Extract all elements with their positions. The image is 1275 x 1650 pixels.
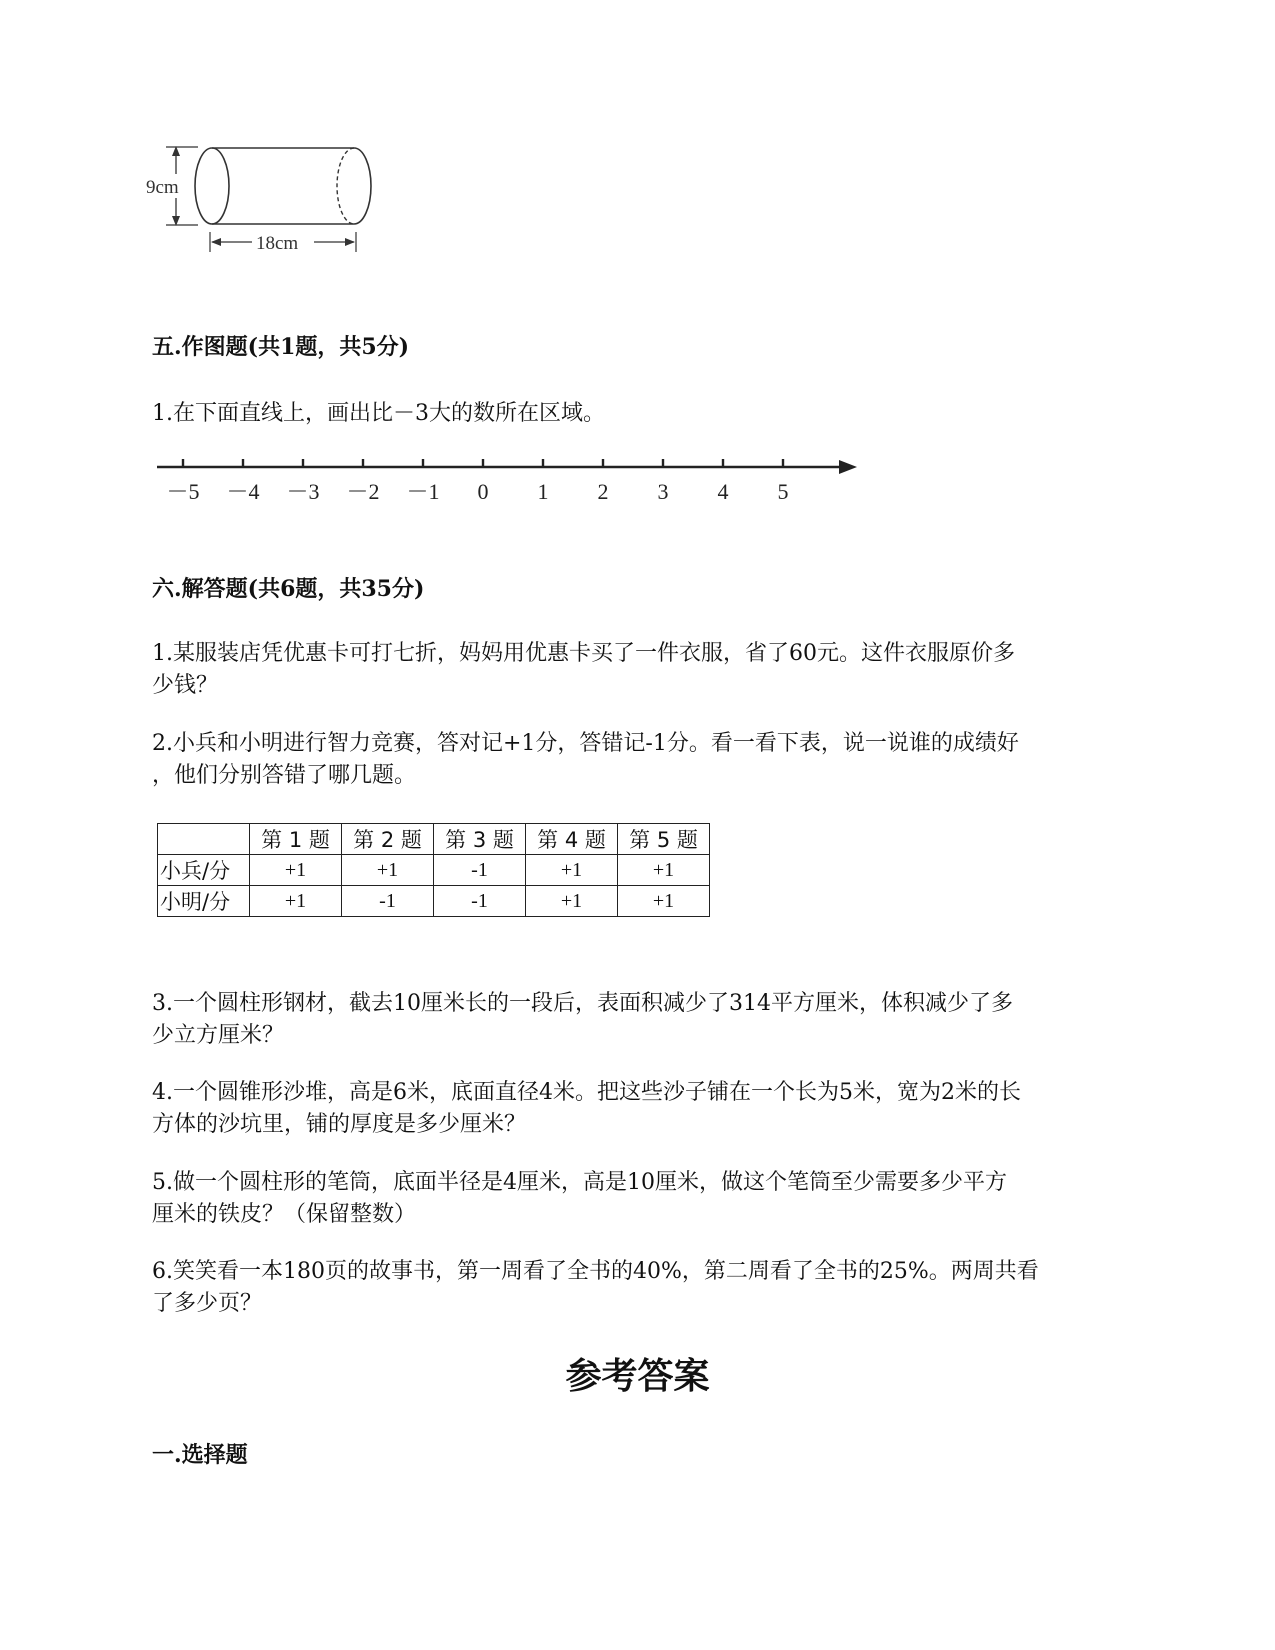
number-line-tick-label: 3: [657, 479, 669, 504]
score-table-row-label: 小明/分: [158, 886, 250, 917]
section6-question-5-line2: 厘米的铁皮？（保留整数）: [152, 1202, 417, 1227]
section6-question-6-line2: 了多少页？: [152, 1291, 263, 1316]
number-line-tick-label: 0: [477, 479, 489, 504]
number-line: [145, 447, 865, 507]
score-table-col: 第 3 题: [434, 824, 526, 855]
score-table-corner: [158, 824, 250, 855]
number-line-tick-label: －5: [166, 479, 200, 504]
score-table-cell: +1: [250, 855, 342, 886]
score-table-row-label: 小兵/分: [158, 855, 250, 886]
section6-question-3-line2: 少立方厘米？: [152, 1023, 285, 1048]
section6-question-2-line1: 2.小兵和小明进行智力竞赛，答对记+1分，答错记-1分。看一看下表，说一说谁的成绩好: [152, 731, 1019, 756]
section6-question-5-line1: 5.做一个圆柱形的笔筒，底面半径是4厘米，高是10厘米，做这个笔筒至少需要多少平方: [152, 1170, 1007, 1195]
answers-title: 参考答案: [565, 1355, 710, 1397]
score-table-header: [158, 824, 710, 855]
section6-question-1-line1: 1.某服装店凭优惠卡可打七折，妈妈用优惠卡买了一件衣服，省了60元。这件衣服原价多: [152, 641, 1015, 666]
score-table-cell: -1: [434, 855, 526, 886]
table-row: [158, 855, 710, 886]
score-table-cell: +1: [342, 855, 434, 886]
cylinder-height-label: 9cm: [146, 177, 179, 198]
number-line-tick-label: －2: [346, 479, 380, 504]
number-line-tick-label: 4: [717, 479, 729, 504]
number-line-arrow: [839, 460, 857, 474]
section6-question-1-line2: 少钱？: [152, 673, 219, 698]
table-row: [158, 886, 710, 917]
section6-question-3-line1: 3.一个圆柱形钢材，截去10厘米长的一段后，表面积减少了314平方厘米，体积减少了多: [152, 991, 1013, 1016]
section5-question-1: 1.在下面直线上，画出比－3大的数所在区域。: [152, 401, 605, 426]
score-table-cell: +1: [250, 886, 342, 917]
score-table-col: 第 2 题: [342, 824, 434, 855]
cylinder-length-label: 18cm: [256, 233, 299, 254]
number-line-tick-label: －3: [286, 479, 320, 504]
number-line-tick-label: 1: [537, 479, 549, 504]
number-line-tick-label: －4: [226, 479, 260, 504]
score-table-cell: +1: [526, 855, 618, 886]
section6-question-4-line2: 方体的沙坑里，铺的厚度是多少厘米？: [152, 1112, 527, 1137]
number-line-tick-label: －1: [406, 479, 440, 504]
section5-heading: 五.作图题(共1题，共5分): [152, 334, 410, 360]
score-table-col: 第 1 题: [250, 824, 342, 855]
score-table-cell: -1: [434, 886, 526, 917]
section6-question-4-line1: 4.一个圆锥形沙堆，高是6米，底面直径4米。把这些沙子铺在一个长为5米，宽为2米的长: [152, 1080, 1021, 1105]
score-table-cell: +1: [526, 886, 618, 917]
score-table-col: 第 4 题: [526, 824, 618, 855]
score-table-cell: +1: [618, 855, 710, 886]
number-line-tick-label: 5: [777, 479, 789, 504]
cylinder-figure: [140, 140, 400, 270]
score-table-col: 第 5 题: [618, 824, 710, 855]
score-table: [157, 823, 710, 917]
score-table-cell: +1: [618, 886, 710, 917]
section6-question-6-line1: 6.笑笑看一本180页的故事书，第一周看了全书的40%，第二周看了全书的25%。两周共看: [152, 1259, 1039, 1284]
section6-question-2-line2: ，他们分别答错了哪几题。: [152, 763, 417, 788]
section6-heading: 六.解答题(共6题，共35分): [152, 576, 425, 602]
score-table-cell: -1: [342, 886, 434, 917]
answers-section1-heading: 一.选择题: [152, 1442, 248, 1468]
number-line-tick-label: 2: [597, 479, 609, 504]
